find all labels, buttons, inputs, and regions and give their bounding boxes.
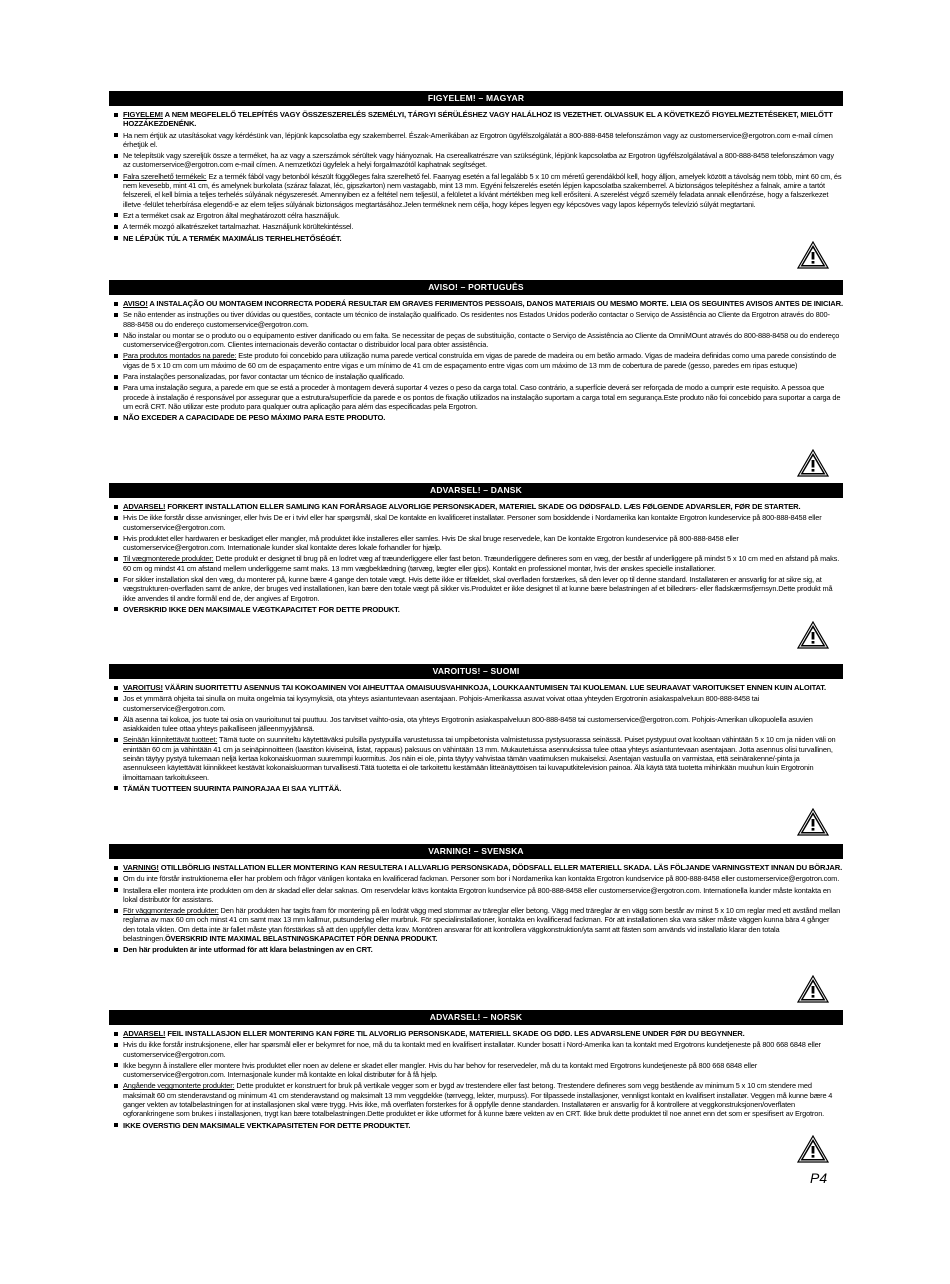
warning-triangle-icon [797,449,829,477]
warning-triangle-icon [797,621,829,649]
section-header: FIGYELEM! – MAGYAR [109,91,843,106]
list-item: Seinään kiinnitettävät tuotteet: Tämä tuote on suunniteltu käytettäväksi pulsilla pystypuilla varustetussa tai umpibetonista valmistetussa pystysuorassa seinässä. Puiset pystypuut ovat kooltaan vähintään 5 x 10 cm ja niiden väli on enintään 60 cm ja vähintään 41 cm ja seinäpinnoitteen (laastiton kiviseinä, listat, rappaus) paksuus on vähintään 13 mm. Mukautetuissa asennuksissa tulee ottaa yhteys asiantuntevaan asentajaan. Jotta asennus olisi turvallinen, seinän täytyy pystyä tukemaan neljä kertaa kokonaiskuorman suuremmpi kuormitus. Jos näin ei ole, pinta täytyy vahvistaa tämän vaatimuksen mukaiseksi. Asentajan vastuulla on varmistaa, että seinärakenne/-pinta ja asennukseen käytettävät kiinnikkeet kestävät kokonaiskuorman turvallisesti.Tätä tuotetta ei ole tarkoitettu kestämään litteänäyttöisen tai kuvaputkitelevision painoa. Älä käytä tätä tuotetta mihinkään muuhun kuin Ergotronin ilmoittamaan tarkoitukseen. [123,735,843,781]
list-item: Para instalações personalizadas, por favor contactar um técnico de instalação qualificado. [123,372,843,381]
list-item: Hvis De ikke forstår disse anvisninger, eller hvis De er i tvivl eller har spørgsmål, skal De kontakte en kvalificeret installatør. Personer som bosiddende i Nordamerika kan kontakte Ergotron kundeservice på 800-888-8458 eller customerservice@ergotron.com. [123,513,843,532]
list-item: Hvis produktet eller hardwaren er beskadiget eller mangler, må produktet ikke installeres eller samles. Hvis De skal bruge reservedele, kan De kontakte Ergotron kundeservice på 800-888-8458 eller customerservice@ergotron.com. Internationale kunder skal kontakte deres lokale forhandler for hjælp. [123,534,843,553]
list-item: Jos et ymmärrä ohjeita tai sinulla on muita ongelmia tai kysymyksiä, ota yhteys asiantuntevaan asentajaan. Pohjois-Amerikassa asuvat voivat ottaa yhteyden Ergotronin asiakaspalveluun 800-888-8458 tai customerservice@ergotron.com. [123,694,843,713]
lead-warning: ADVARSEL! FORKERT INSTALLATION ELLER SAMLING KAN FORÅRSAGE ALVORLIGE PERSONSKADER, MATERIEL SKADE OG DØDSFALD. LÆS FØLGENDE ADVARSLER, FØR DE STARTER. [123,502,843,511]
warning-section-danish [109,483,843,616]
list-item: Älä asenna tai kokoa, jos tuote tai osia on vaurioitunut tai puuttuu. Jos tarvitset vaihto-osia, ota yhteys Ergotronin asiakaspalveluun 800-888-8458 tai customerservice@ergotron.com. Pohjois-Amerikan ulkopuolella asuvien asiakkaiden tulee ottaa yhteys paikalliseen jälleenmyyjäänsä. [123,715,843,734]
page-number: P4 [810,1170,828,1186]
list-item: Hvis du ikke forstår instruksjonene, eller har spørsmål eller er bekymret for noe, må du ta kontakt med en kvalifisert installatør. Kunder bosatt i Nord-Amerika kan ta kontakt med Ergotrons kundetjeneste på 800 668 6848 eller customerservice@ergotron.com. [123,1040,843,1059]
warning-list [109,1029,843,1130]
max-capacity-warning: IKKE OVERSTIG DEN MAKSIMALE VEKTKAPASITETEN FOR DETTE PRODUKTET. [123,1121,843,1130]
warning-section-finnish [109,664,843,795]
lead-warning: VAROITUS! VÄÄRIN SUORITETTU ASENNUS TAI KOKOAMINEN VOI AIHEUTTAA OMAISUUSVAHINKOJA, LOUKKAANTUMISEN TAI KUOLEMAN. LUE SEURAAVAT VAROITUKSET ENNEN KUIN ALOITAT. [123,683,843,692]
warning-section-swedish [109,844,843,957]
warning-triangle-icon [797,241,829,269]
warning-triangle-icon [797,808,829,836]
section-header: ADVARSEL! – NORSK [109,1010,843,1025]
list-item: För väggmonterade produkter: Den här produkten har tagits fram för montering på en lodrät vägg med stommar av träreglar eller betong. Vägg med träreglar är en vägg som består av minst 5 x 10 cm reglar med ett avstånd mellan reglarna av max 60 cm och minst 41 cm samt max 13 mm kallmur, putsunderlag eller murbruk. För specialinstallationer, kontakta en kvalificerad fackman. För att installationen ska vara säker måste väggen kunna bära 4 gånger den totala vikten. Om detta inte är fallet måste ytan förstärkas så att den uppfyller detta krav. Montören ansvarar för att kontrollera väggkonstruktion/yta samt att fästen som används vid installatio klarar den totala belastningen.ÖVERSKRID INTE MAXIMAL BELASTNINGSKAPACITET FÖR DENNA PRODUKT. [123,906,843,943]
lead-warning: VARNING! OTILLBÖRLIG INSTALLATION ELLER MONTERING KAN RESULTERA I ALLVARLIG PERSONSKADA, DÖDSFALL ELLER MATERIELL SKADA. LÄS FÖLJANDE VARNINGSTEXT INNAN DU BÖRJAR. [123,863,843,872]
list-item: Ezt a terméket csak az Ergotron által meghatározott célra használjuk. [123,211,843,220]
list-item: For sikker installation skal den væg, du monterer på, kunne bære 4 gange den totale vægt. Hvis dette ikke er tilfældet, skal overfladen forstærkes, så den lever op til denne standard. Installatøren er ansvarlig for at sikre sig, at vægstrukturen-overfladen samt de ankre, der bruges ved installationen, kan bære den totale vægt på sikker vis.Produktet er ikke designet til at kunne bære belastningen af et billedrørs- eller fladskærmsfjernsyn.Dette produkt må ikke anvendes til andre formål end de, der angives af Ergotron. [123,575,843,603]
list-item: Ha nem értjük az utasításokat vagy kérdésünk van, lépjünk kapcsolatba egy szakemberrel. Észak-Amerikában az Ergotron ügyfélszolgálatát a 800-888-8458 telefonszámon vagy az customerservice@ergotron.com e-mail címen érhetjük el. [123,131,843,150]
list-item: Falra szerelhető termékek: Ez a termék fából vagy betonból készült függőleges falra szerelhető fel. Faanyag esetén a fal legalább 5 x 10 cm méretű gerendákból kell, hogy álljon, amelyek között a távolság nem több, mint 60 cm, és nem kevesebb, mint 41 cm, és amelynek burkolata (száraz falazat, léc, gipszkarton) nem vastagabb, mint 13 mm. Egyéni felszerelés esetén lépjen kapcsolatba szakemberrel. A biztonságos telepítéshez a falnak, amire a tartót felszereli, el kell bírnia a teljes terhelés súlyának négyszeresét. Amennyiben ez a feltétel nem teljesül, a felületet a kívánt mértékben meg kell erősíteni. A szerelést végző személy feladata annak ellenőrzése, hogy a falszerkezet illetve -felület teherbírása elegendő-e az elem teljes súlyának biztonságos megtartásához.Jelen terméknek nem célja, hogy képes legyen egy képcsöves vagy lapos képernyős televízió súlyát megtartani. [123,171,842,209]
max-capacity-warning: OVERSKRID IKKE DEN MAKSIMALE VÆGTKAPACITET FOR DETTE PRODUKT. [123,605,843,614]
warning-list [109,299,843,423]
lead-warning: ADVARSEL! FEIL INSTALLASJON ELLER MONTERING KAN FØRE TIL ALVORLIG PERSONSKADE, MATERIELL SKADE OG DØD. LES ADVARSLENE UNDER FØR DU BEGYNNER. [123,1029,843,1038]
warning-list [109,683,843,793]
max-capacity-warning: NÃO EXCEDER A CAPACIDADE DE PESO MÁXIMO PARA ESTE PRODUTO. [123,413,843,422]
list-item: Om du inte förstår instruktionerna eller har problem och frågor vänligen kontaka en kvalificerad fackman. Personer som bor i Nordamerika kan kontakta Ergotron kundservice på 800-888-8458 eller customerservice@ergotron.com. [123,874,843,883]
warning-section-portuguese [109,280,843,425]
warning-section-hungarian [109,91,843,245]
section-header: AVISO! – PORTUGUÊS [109,280,843,295]
section-header: ADVARSEL! – DANSK [109,483,843,498]
max-capacity-warning: TÄMÄN TUOTTEEN SUURINTA PAINORAJAA EI SAA YLITTÄÄ. [123,784,843,793]
list-item: Til vægmonterede produkter: Dette produkt er designet til brug på en lodret væg af træunderliggere eller fast beton. Træunderliggere defineres som en væg, der består af underliggere på mindst 5 x 10 cm med en afstand på maks. 60 cm og mindst 41 cm afstand mellem underliggerne samt maks. 13 mm vægbeklædning (tørvæg, lægter eller gips). Kontakt en professionel montør, hvis der ønskes specielle installationer. [123,554,843,573]
crt-note: Den här produkten är inte utformad för att klara belastningen av en CRT. [123,945,843,954]
list-item: Ikke begynn å installere eller montere hvis produktet eller noen av delene er skadet eller mangler. Hvis du har behov for reservedeler, må du ta kontakt med Ergotrons kundetjeneste på 800 668 6848 eller customerservice@ergotron.com. Internasjonale kunder må kontakte en lokal distributør for å få hjelp. [123,1061,843,1080]
warning-list [109,863,843,955]
list-item: A termék mozgó alkatrészeket tartalmazhat. Használjunk körültekintéssel. [123,222,843,231]
lead-warning: AVISO! A INSTALAÇÃO OU MONTAGEM INCORRECTA PODERÁ RESULTAR EM GRAVES FERIMENTOS PESSOAIS, DANOS MATERIAIS OU MESMO MORTE. LEIA OS SEGUINTES AVISOS ANTES DE INICIAR. [123,299,843,308]
lead-warning: FIGYELEM! A NEM MEGFELELŐ TELEPÍTÉS VAGY ÖSSZESZERELÉS SZEMÉLYI, TÁRGYI SÉRÜLÉSHEZ VAGY HALÁLHOZ IS VEZETHET. OLVASSUK EL A KÖVETKEZŐ FIGYELMEZTETÉSEKET, MIELŐTT HOZZÁKEZDENÉNK. [123,110,843,129]
warning-list [109,110,843,243]
list-item: Para uma instalação segura, a parede em que se está a proceder à montagem deverá suportar 4 vezes o peso da carga total. Caso contrário, a superfície deverá ser reforçada de modo a cumprir este requisito. A pessoa que procede à instalação é responsável por assegurar que a estrutura/superfície da parede e os pontos de fixação utilizados na instalação suportam a carga total em segurança.Este produto não foi concebido para suportar a carga de um ecrã CRT. Não utilizar este produto para qualquer outra aplicação para além das especificadas pela Ergotron. [123,383,843,411]
section-header: VARNING! – SVENSKA [109,844,843,859]
max-capacity-warning: NE LÉPJÜK TÚL A TERMÉK MAXIMÁLIS TERHELHETŐSÉGÉT. [123,234,843,243]
warning-section-norwegian [109,1010,843,1132]
list-item: Angående veggmonterte produkter: Dette produktet er konstruert for bruk på vertikale vegger som er bygd av trestendere eller fast betong. Trestendere defineres som vegg bestående av minimum 5 x 10 cm stendere med maksimalt 60 cm stenderavstand og minimum 41 cm stenderavstand og maksimalt 13 mm veggdekke (tørrvegg, lekter, murpuss). For tilpassede installasjoner, vennligst kontakt en kvalifisert installatør. Veggen må kunne bære 4 ganger vekten av totalbelastningen for at installasjonen skal være trygg. Hvis ikke, må overflaten forsterkes for å oppfylle denne standarden. Installatøren er ansvarlig for å kontrollere at veggkonstruksjonen/overflaten ogforankringene som brukes i installasjonen, trygt kan bære totalbelastningen.Dette produktet er ikke utformet for å kunne bære vekten av en CRT. Ikke bruk dette produktet til noe annet enn det som er spesifisert av Ergotron. [123,1081,843,1118]
warning-list [109,502,843,614]
warning-triangle-icon [797,1135,829,1163]
section-header: VAROITUS! – SUOMI [109,664,843,679]
list-item: Não instalar ou montar se o produto ou o equipamento estiver danificado ou em falta. Se necessitar de peças de substituição, contacte o Serviço de Assistência ao Cliente da OmniMOunt através do 800-888-8458 ou do endereço customerservice@ergotron.com. Clientes internacionais deverão contactar o distribuidor local para obter assistência. [123,331,843,350]
list-item: Para produtos montados na parede: Este produto foi concebido para utilização numa parede vertical construída em vigas de parede de madeira ou em betão armado. Vigas de madeira definidas como uma parede consistindo de vigas de 5 x 10 cm com um máximo de 60 cm de espaçamento entre vigas e um mínimo de 41 cm de espaçamento entre vigas com um máximo de 13 mm de cobertura de parede (gesso, paredes em ripas estuque) [123,351,843,370]
warning-triangle-icon [797,975,829,1003]
list-item: Ne telepítsük vagy szereljük össze a terméket, ha az vagy a szerszámok sérültek vagy hiányoznak. Ha cserealkatrészre van szükségünk, lépjünk kapcsolatba az Ergotron ügyfélszolgálatával a 800-888-8458 telefonszámon vagy az customerservice@ergotron.com e-mail címen. A nemzetközi ügyfelek a helyi forgalmazótól kaphatnak segítséget. [123,151,843,170]
list-item: Installera eller montera inte produkten om den är skadad eller delar saknas. Om reservdelar krävs kontakta Ergotron kundservice på 800-888-8458 eller customerservice@ergotron.com. Internationella kunder måste kontakta en lokal distributör för assistans. [123,886,843,905]
list-item: Se não entender as instruções ou tiver dúvidas ou questões, contacte um técnico de instalação qualificado. Os residentes nos Estados Unidos poderão contactar o Serviço de Assistência ao Cliente da Ergotron através do 800-888-8458 ou do endereço customerservice@ergotron.com. [123,310,843,329]
